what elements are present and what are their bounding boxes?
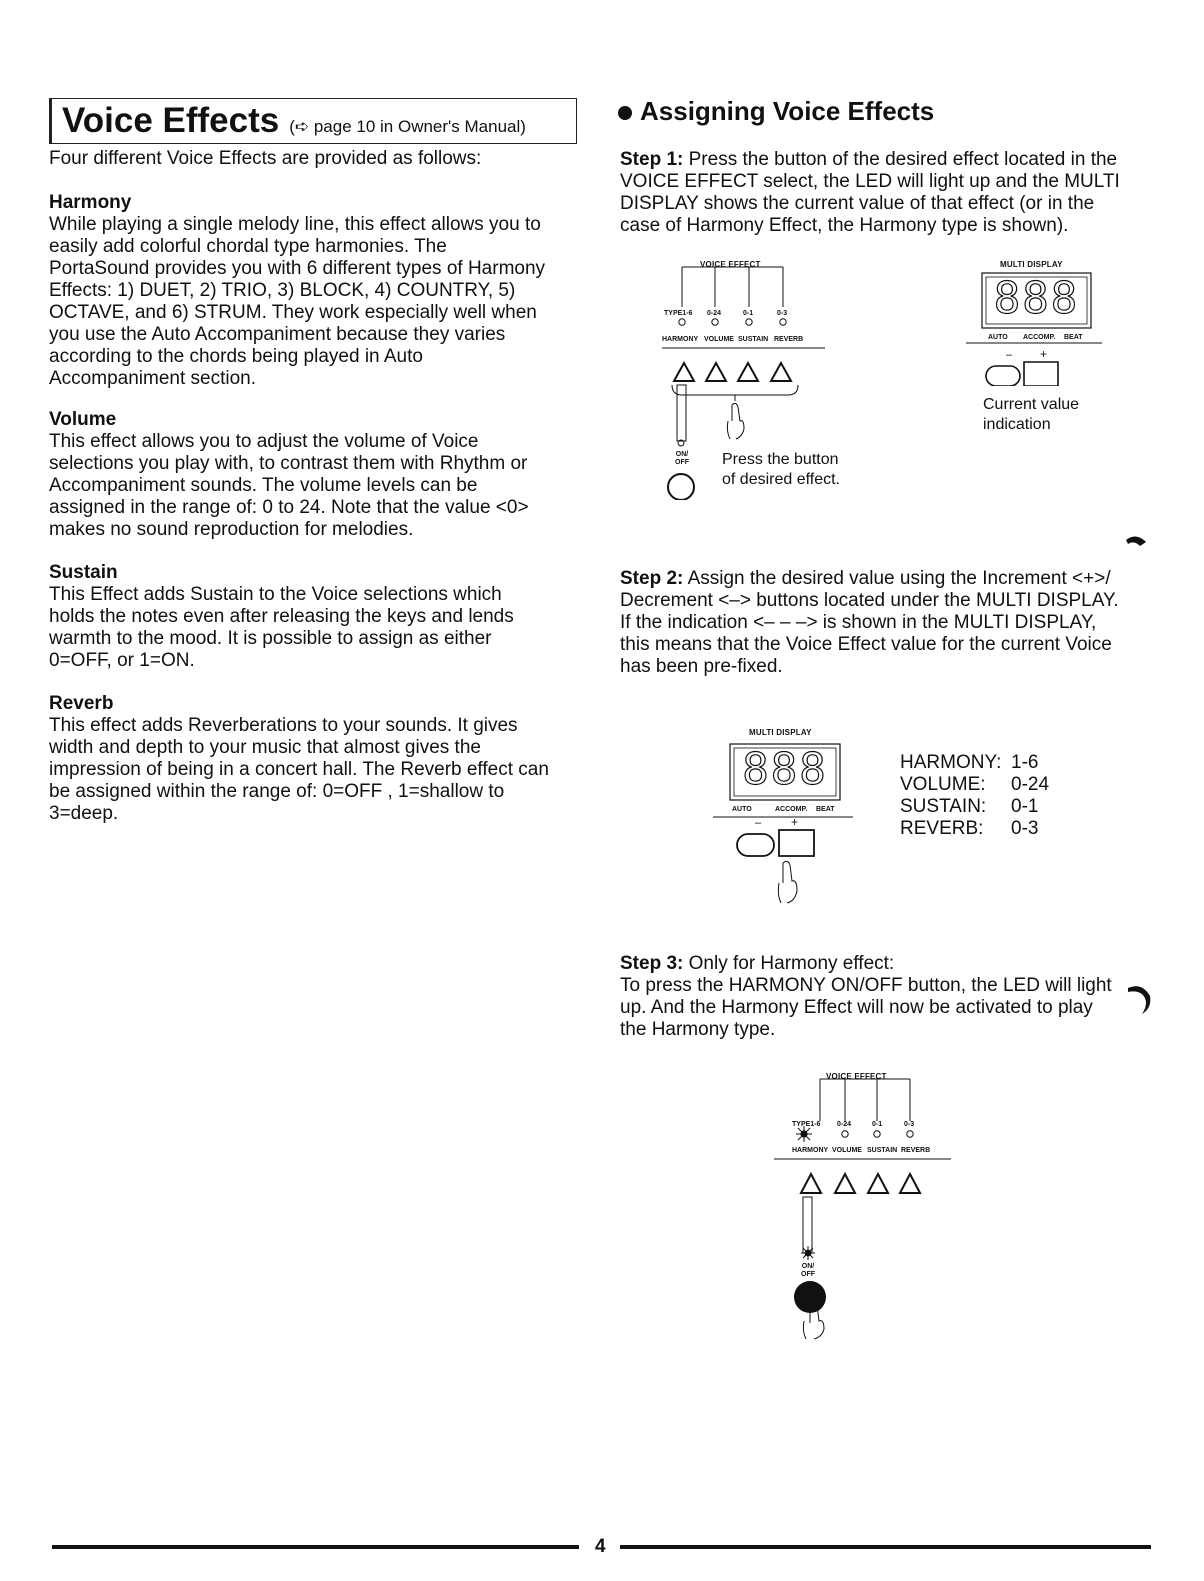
value-range: 0-3 [1011,818,1039,839]
effect-label: HARMONY [662,336,699,343]
page-number: 4 [595,1536,606,1557]
text-line: While playing a single melody line, this effect allows you to [49,214,541,235]
range-label: 0-1 [743,310,754,317]
bullet-icon [618,106,632,120]
intro-text: Four different Voice Effects are provided as follows: [49,148,482,169]
display-sublabel: BEAT [1064,334,1083,341]
value-name: SUSTAIN: [900,796,987,817]
section-title-box [49,98,577,144]
text-line: If the indication <– – –> is shown in the MULTI DISPLAY, [620,612,1097,633]
text-line: up. And the Harmony Effect will now be activated to play [620,997,1093,1018]
text-line: makes no sound reproduction for melodies. [49,519,414,540]
text-line: impression of being in a concert hall. The Reverb effect can [49,759,549,780]
text-line: Effects: 1) DUET, 2) TRIO, 3) BLOCK, 4) COUNTRY, 5) [49,280,516,301]
effect-label: SUSTAIN [867,1147,898,1154]
on-off-label: ON/ OFF [801,1263,815,1278]
range-label: TYPE1-6 [664,310,693,317]
voice-effect-diagram-2 [774,1067,959,1352]
multi-display-diagram-2 [713,725,863,910]
volume-section [49,409,589,541]
text-line: Accompaniment sounds. The volume levels can be [49,475,478,496]
text-line: 3=deep. [49,803,119,824]
caption-line: indication [983,416,1051,433]
text-line: according to the chords being played in Auto [49,346,423,367]
text-line: selections you play with, to contrast them with Rhythm or [49,453,528,474]
text-line: This effect allows you to adjust the volume of Voice [49,431,479,452]
reverb-section [49,693,589,825]
text-line: PortaSound provides you with 6 different types of Harmony [49,258,546,279]
text-line: you use the Auto Accompaniment because they varies [49,324,506,345]
step-2-label: Step 2: [620,568,684,589]
caption-line: Press the button [722,451,839,468]
step-1-text [620,149,1160,237]
range-label: TYPE1-6 [792,1121,821,1128]
footer-rule-left [52,1545,579,1549]
led-display-value: 888 [742,744,828,795]
voice-effect-label: VOICE EFFECT [700,260,761,269]
scan-mark [1120,980,1160,1020]
value-name: HARMONY: [900,752,1002,773]
value-row [900,796,1049,818]
step-3-text [620,953,1170,1041]
text-line: Press the button of the desired effect located in the [683,149,1118,170]
multi-display-diagram-1 [966,256,1116,441]
reverb-heading: Reverb [49,693,114,714]
sustain-heading: Sustain [49,562,118,583]
text-line: this means that the Voice Effect value for the current Voice [620,634,1112,655]
text-line: holds the notes even after releasing the keys and lends [49,606,514,627]
range-label: 0-1 [872,1121,883,1128]
minus-label: – [1006,349,1013,361]
text-line: Assign the desired value using the Increment <+>/ [683,568,1111,589]
text-line: Only for Harmony effect: [683,953,895,974]
text-line: 0=OFF, or 1=ON. [49,650,195,671]
text-line: This effect adds Reverberations to your sounds. It gives [49,715,518,736]
range-label: 0-24 [707,310,722,317]
display-sublabel: BEAT [816,806,835,813]
step-2-text [620,568,1170,678]
text-line: Decrement <–> buttons located under the MULTI DISPLAY. [620,590,1119,611]
text-line: be assigned within the range of: 0=OFF , 1=shallow to [49,781,505,802]
value-row [900,752,1049,774]
text-line: the Harmony type. [620,1019,776,1040]
voice-effect-diagram-1 [660,255,860,500]
value-row [900,818,1049,840]
voice-effect-lines-2 [774,1067,959,1352]
value-name: VOLUME: [900,774,986,795]
effect-label: REVERB [774,336,804,343]
manual-page-reference: (➪ page 10 in Owner's Manual) [289,117,526,136]
range-label: 0-3 [777,310,788,317]
text-line: Accompaniment section. [49,368,256,389]
multi-display-label: MULTI DISPLAY [1000,260,1063,269]
assigning-title [618,96,934,126]
footer-rule-right [620,1545,1151,1549]
effect-label: REVERB [901,1147,931,1154]
text-line: case of Harmony Effect, the Harmony type is shown). [620,215,1069,236]
multi-display-label: MULTI DISPLAY [749,728,812,737]
plus-label: + [1040,347,1048,361]
caption-line: of desired effect. [722,471,840,488]
volume-heading: Volume [49,409,117,430]
effect-label: VOLUME [832,1147,862,1154]
text-line: To press the HARMONY ON/OFF button, the LED will light [620,975,1112,996]
assigning-title-text: Assigning Voice Effects [640,96,935,126]
text-line: VOICE EFFECT select, the LED will light up and the MULTI [620,171,1120,192]
effect-label: SUSTAIN [738,336,769,343]
current-value-caption [983,395,1079,435]
step-3-label: Step 3: [620,953,684,974]
value-name: REVERB: [900,818,984,839]
range-label: 0-3 [904,1121,915,1128]
scan-mark [1122,528,1162,588]
plus-label: + [791,815,799,829]
text-line: easily add colorful chordal type harmonies. The [49,236,447,257]
text-line: This Effect adds Sustain to the Voice selections which [49,584,502,605]
text-line: warmth to the mood. It is possible to assign as either [49,628,492,649]
display-sublabel: ACCOMP. [775,806,808,813]
value-range: 1-6 [1011,752,1039,773]
text-line: OCTAVE, and 6) STRUM. They work especially well when [49,302,537,323]
text-line: has been pre-fixed. [620,656,783,677]
value-range: 0-1 [1011,796,1039,817]
harmony-heading: Harmony [49,192,132,213]
caption-line: Current value [983,396,1080,413]
effect-label: HARMONY [792,1147,829,1154]
value-range: 0-24 [1011,774,1050,795]
press-caption [722,450,840,490]
step-1-label: Step 1: [620,149,684,170]
display-sublabel: AUTO [988,334,1008,341]
on-off-label: ON/ OFF [675,451,689,466]
minus-label: – [755,817,762,829]
sustain-section [49,562,589,672]
display-sublabel: ACCOMP. [1023,334,1056,341]
text-line: assigned in the range of: 0 to 24. Note that the value <0> [49,497,529,518]
range-label: 0-24 [837,1121,852,1128]
page-title: Voice Effects [62,101,280,140]
harmony-section [49,192,589,390]
text-line: width and depth to your music that almost gives the [49,737,481,758]
effect-label: VOLUME [704,336,734,343]
value-range-table [900,752,1049,840]
display-sublabel: AUTO [732,806,752,813]
text-line: DISPLAY shows the current value of that effect (or in the [620,193,1095,214]
value-row [900,774,1049,796]
voice-effect-label: VOICE EFFECT [826,1072,887,1081]
led-display-value: 888 [993,273,1080,324]
